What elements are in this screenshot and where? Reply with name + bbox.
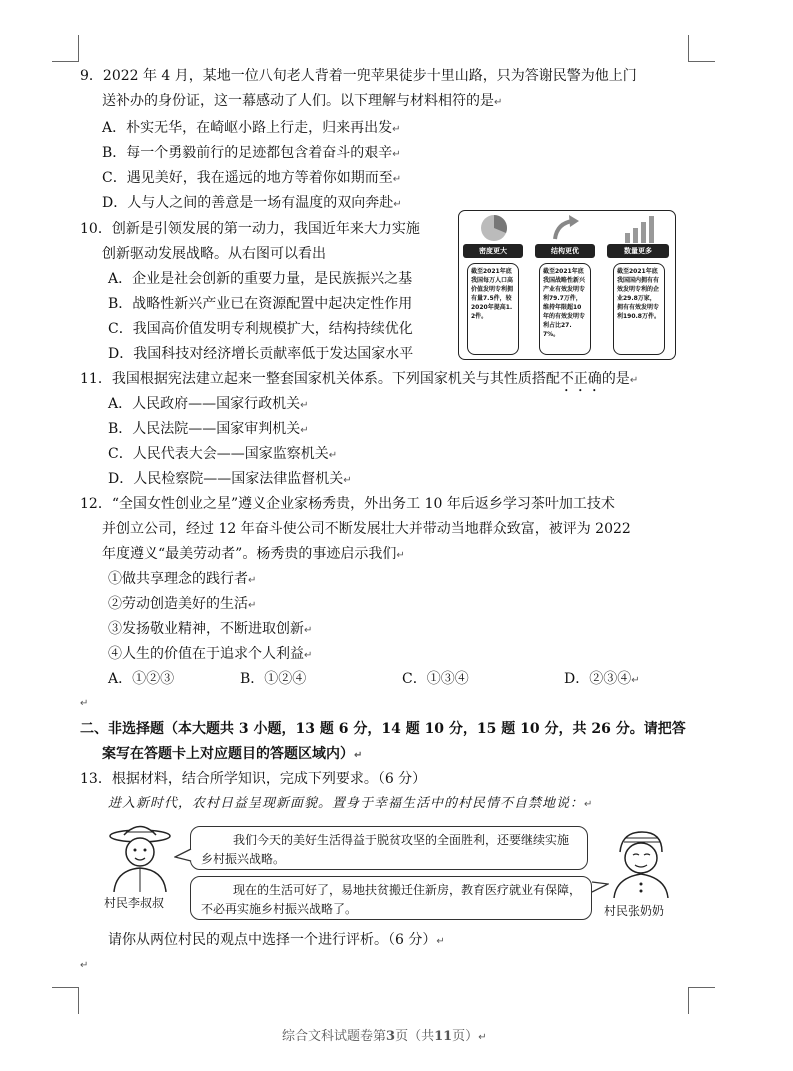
footer-suffix: 页） [452,1029,479,1044]
pie-icon [479,213,509,243]
q12-item-3 [108,619,312,641]
bar-chart-icon [621,213,661,243]
paragraph-mark: ↵ [392,124,401,135]
q11-option-d-text: D．人民检察院——国家法律监督机关 [108,471,344,487]
crop-mark-top-right [688,35,715,62]
paragraph-mark: ↵ [392,149,401,160]
paragraph-mark: ↵ [478,1032,487,1043]
section2-heading-line1: 二、非选择题（本大题共 3 小题，13 题 6 分，14 题 10 分，15 题 10 分，共 26 分。请把答 [80,721,686,737]
villager-zhang-label: 村民张奶奶 [604,904,665,918]
q10-option-c: C．我国高价值发明专利规模扩大，结构持续优化 [108,321,413,337]
speech-bubble-li-tail [174,848,194,864]
paragraph-mark: ↵ [300,400,309,411]
page-footer [282,1025,487,1044]
q11-option-c-text: C．人民代表大会——国家监察机关 [108,446,329,462]
rising-arrow-icon [551,213,583,243]
q10-stem-line2: 创新驱动发展战略。从右图可以看出 [102,246,326,262]
q9-option-b-text: B．每一个勇毅前行的足迹都包含着奋斗的艰辛 [102,145,393,161]
q11-option-a [108,394,309,416]
infographic-card-density: 截至2021年底我国每万人口高价值发明专利拥有量7.5件，较2020年提高1.2件。 [467,263,519,355]
q12-choice-c: C．①③④ [402,671,469,687]
q11-stem-before: 11．我国根据宪法建立起来一整套国家机关体系。下列国家机关与其性质搭配 [80,371,560,387]
q9-option-a [102,118,401,140]
q11-option-b [108,419,309,441]
empty-paragraph-mark: ↵ [80,698,89,709]
section2-heading-line2 [102,744,362,766]
paragraph-mark: ↵ [354,750,363,761]
paragraph-mark: ↵ [248,600,257,611]
q12-item-3-text: ③发扬敬业精神，不断进取创新 [108,621,304,637]
q13-intro [108,794,593,815]
q9-option-a-text: A．朴实无华，在崎岖小路上行走，归来再出发 [102,120,393,136]
q11-option-a-text: A．人民政府——国家行政机关 [108,396,301,412]
q10-option-a: A．企业是社会创新的重要力量，是民族振兴之基 [108,271,413,287]
speech-bubble-zhang: 现在的生活可好了，易地扶贫搬迁住新房，教育医疗就业有保障，不必再实施乡村振兴战略了。 [190,876,592,920]
villager-zhang-illustration [606,828,676,898]
paragraph-mark: ↵ [396,550,405,561]
paragraph-mark: ↵ [392,174,402,185]
q12-item-4-text: ④人生的价值在于追求个人利益 [108,646,304,662]
infographic-header-structure: 结构更优 [535,244,595,258]
q9-option-b [102,143,401,165]
paragraph-mark: ↵ [343,475,352,486]
q9-option-c [102,168,401,190]
q11-stem-emphasis: 不正确 [559,371,602,387]
infographic-card-quantity: 截至2021年底我国国内拥有有效发明专利的企业29.8万家，拥有有效发明专利190.8万件。 [613,263,665,355]
q12-item-2 [108,594,256,616]
q13-intro-text: 进入新时代，农村日益呈现新面貌。置身于幸福生活中的村民情不自禁地说： [108,796,585,811]
paragraph-mark: ↵ [304,650,313,661]
q10-option-b: B．战略性新兴产业已在资源配置中起决定性作用 [108,296,413,312]
paragraph-mark: ↵ [393,199,402,210]
speech-bubble-li: 我们今天的美好生活得益于脱贫攻坚的全面胜利，还要继续实施乡村振兴战略。 [190,826,588,870]
infographic-card-structure: 截至2021年底我国战略性新兴产业有效发明专利79.7万件，维持年限超10年的有效发明专利占比27.7%。 [539,263,591,355]
q10-option-d: D．我国科技对经济增长贡献率低于发达国家水平 [108,346,414,362]
q11-option-c [108,444,337,466]
q13-task [108,930,445,952]
crop-mark-top-left [52,35,79,62]
q12-item-1-text: ①做共享理念的践行者 [108,571,248,587]
villager-li-illustration [100,822,182,892]
q12-item-4 [108,644,312,666]
paragraph-mark: ↵ [328,450,338,461]
q9-option-c-text: C．遇见美好，我在遥远的地方等着你如期而至 [102,170,393,186]
q11-stem-after: 的是 [601,371,630,387]
q12-item-2-text: ②劳动创造美好的生活 [108,596,248,612]
q11-option-d [108,469,352,491]
section2-heading-line2-text: 案写在答题卡上对应题目的答题区域内） [102,746,354,762]
q12-choice-d [564,669,640,691]
q9-option-d-text: D．人与人之间的善意是一场有温度的双向奔赴 [102,195,394,211]
paragraph-mark: ↵ [436,936,445,947]
q12-choice-b: B．①②④ [240,671,307,687]
footer-total-pages: 11 [434,1029,453,1044]
q12-stem-line3-text: 年度遵义“最美劳动者”。杨秀贵的事迹启示我们 [102,546,397,562]
footer-prefix: 综合文科试题卷第 [282,1029,387,1044]
q12-item-1 [108,569,256,591]
q12-stem-line2: 并创立公司，经过 12 年奋斗使公司不断发展壮大并带动当地群众致富，被评为 2022 [102,521,631,537]
q11-stem [80,369,638,395]
q12-stem-line3 [102,544,405,566]
q12-choice-d-text: D．②③④ [564,671,632,687]
q12-stem-line1: 12．“全国女性创业之星”遵义企业家杨秀贵，外出务工 10 年后返乡学习茶叶加工技术 [80,496,615,512]
q9-option-d [102,193,402,215]
paragraph-mark: ↵ [629,375,639,386]
patent-infographic [458,210,676,360]
paragraph-mark: ↵ [300,425,309,436]
q13-stem: 13．根据材料，结合所学知识，完成下列要求。（6 分） [80,771,427,787]
crop-mark-bottom-right [688,987,715,1014]
paragraph-mark: ↵ [248,575,257,586]
paragraph-mark: ↵ [304,625,313,636]
empty-paragraph-mark: ↵ [80,960,89,971]
q11-option-b-text: B．人民法院——国家审判机关 [108,421,301,437]
crop-mark-bottom-left [52,987,79,1014]
paragraph-mark: ↵ [631,675,640,686]
infographic-header-density: 密度更大 [463,244,523,258]
paragraph-mark: ↵ [584,799,594,810]
villager-li-label: 村民李叔叔 [104,896,165,910]
infographic-header-quantity: 数量更多 [607,244,669,258]
q10-stem-line1: 10．创新是引领发展的第一动力，我国近年来大力实施 [80,221,420,237]
q13-task-text: 请你从两位村民的观点中选择一个进行评析。（6 分） [108,932,437,948]
q9-stem-line2-text: 送补办的身份证，这一幕感动了人们。以下理解与材料相符的是 [102,93,494,109]
q12-choice-a: A．①②③ [108,671,175,687]
q9-stem-line1: 9．2022 年 4 月，某地一位八旬老人背着一兜苹果徒步十里山路，只为答谢民警为他上门 [80,68,637,84]
paragraph-mark: ↵ [494,97,503,108]
footer-mid: 页（共 [395,1029,435,1044]
q9-stem-line2 [102,91,502,113]
footer-page-number: 3 [386,1029,396,1044]
